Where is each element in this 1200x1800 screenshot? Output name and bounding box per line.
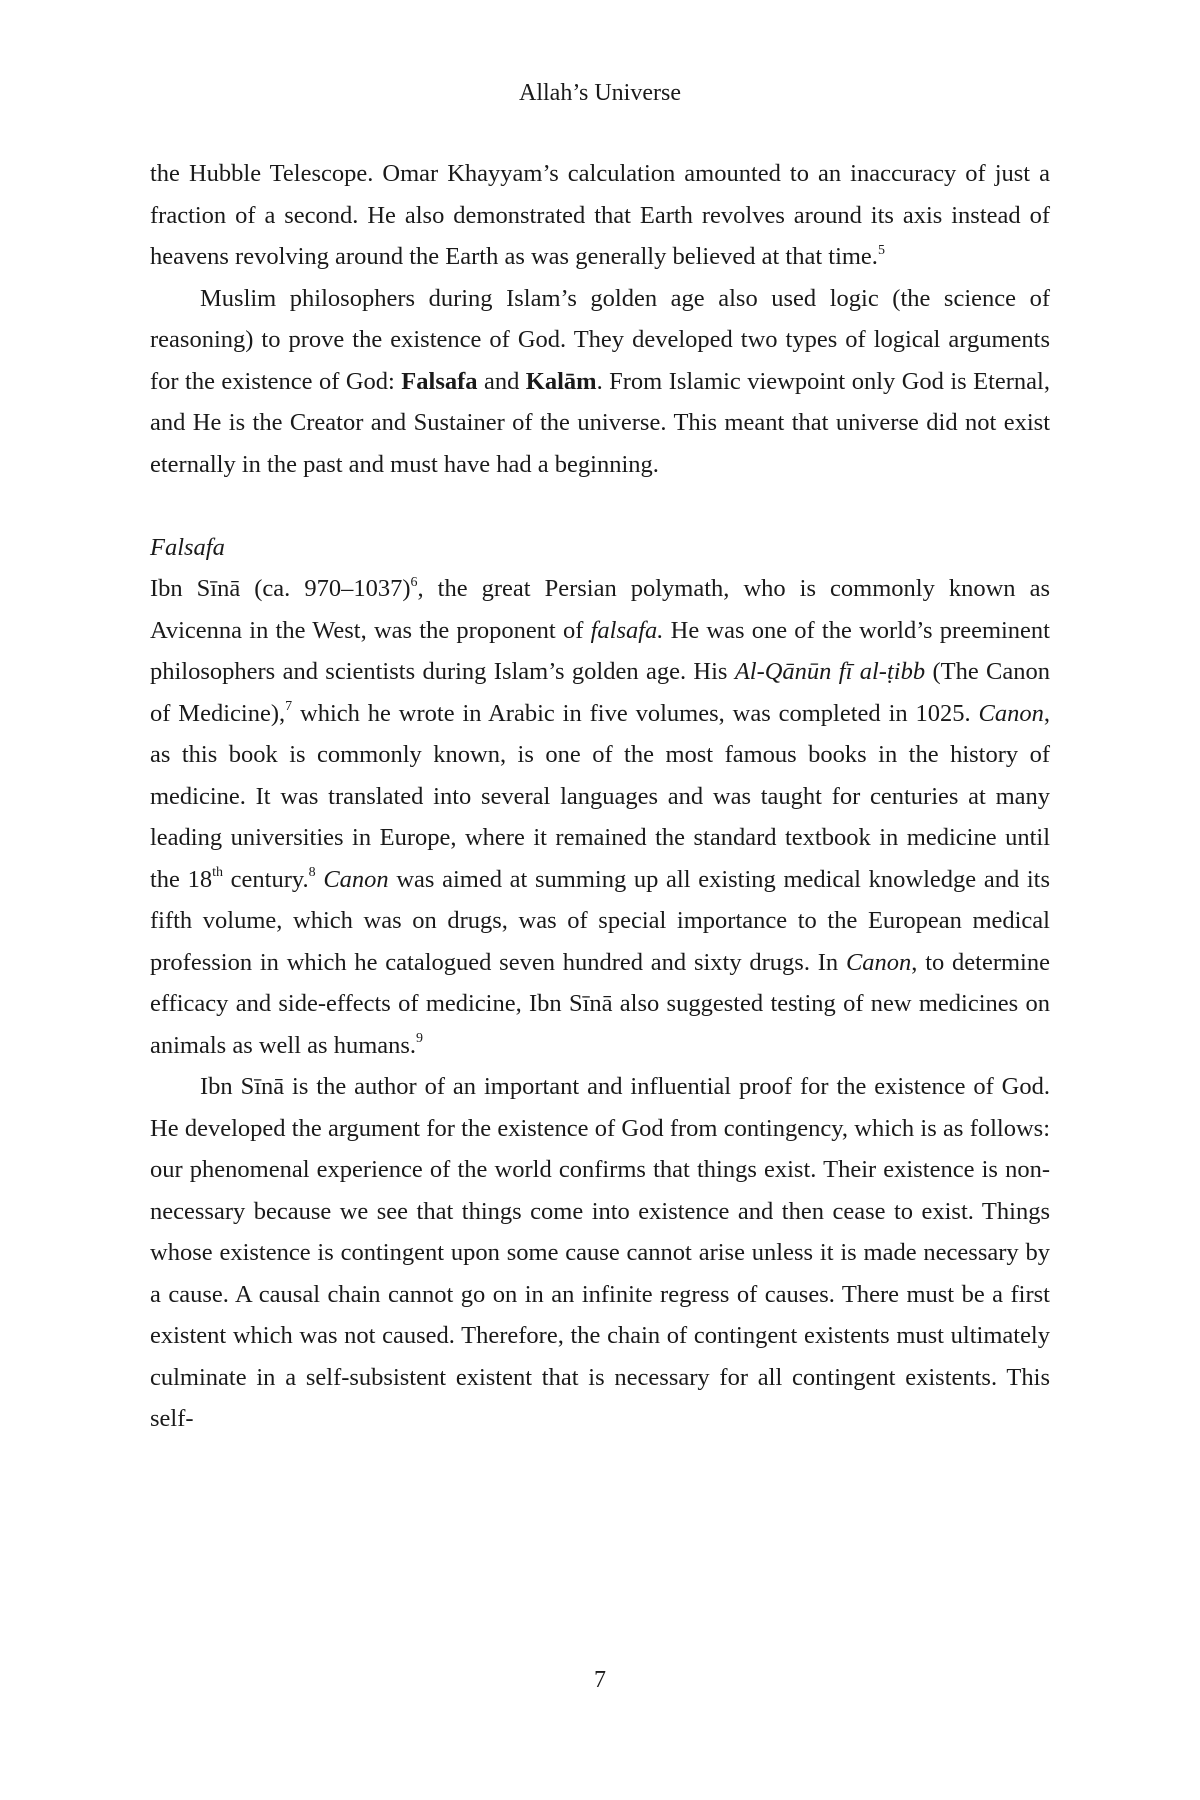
italic-canon-2: Canon (323, 865, 389, 893)
paragraph-2-text-c: . From Islamic viewpoint only God is Eternal, and He is the Creator and Sustainer of the universe. This meant that universe did not exist eternally in the past and must have had a beginning. (150, 367, 1050, 478)
paragraph-4: Ibn Sīnā is the author of an important and influential proof for the existence of God. He developed the argument for the existence of God from contingency, which is as follows: our phenomenal experience of the world confirms that things exist. Their existence is non-necessary because we see that things come into existence and then cease to exist. Things whose existence is contingent upon some cause cannot arise unless it is made necessary by a cause. A causal chain cannot go on in an infinite regress of causes. There must be a first existent which was not caused. Therefore, the chain of contingent existents must ultimately culminate in a self-subsistent existent that is necessary for all contingent existents. This self- (150, 1073, 1050, 1432)
body-text (150, 153, 1050, 1440)
italic-canon-3: Canon (845, 948, 912, 976)
paragraph-3-text-e: which he wrote in Arabic in five volumes, was completed in 1025. (292, 699, 979, 727)
paragraph-3-text-f: , as this book is commonly known, is one of the most famous books in the history of medicine. It was translated into several languages and was taught for centuries at many leading universities in Europe, where it remained the standard textbook in medicine until the 18 (150, 699, 1051, 893)
italic-book-title: Al-Qānūn fī al-ṭibb (734, 658, 926, 685)
paragraph-3-text-g: century. (223, 865, 309, 893)
paragraph-3-text-j: was aimed at summing up all existing medical knowledge and its fifth volume, which was on drugs, was of special importance to the European medical profession in which he catalogued seven hundred and sixty drugs. In (150, 865, 1051, 976)
running-head: Allah’s Universe (519, 80, 681, 106)
footnote-ref-6: 6 (410, 574, 418, 590)
page-number: 7 (594, 1667, 606, 1693)
term-kalam: Kalām (525, 367, 597, 395)
term-falsafa: Falsafa (401, 367, 478, 395)
paragraph-3-text-b: , the great Persian polymath, who is commonly known as Avicenna in the West, was the proponent of (150, 575, 1050, 644)
paragraph-2 (150, 278, 1050, 486)
paragraph-1-text: the Hubble Telescope. Omar Khayyam’s calculation amounted to an inaccuracy of just a fraction of a second. He also demonstrated that Earth revolves around its axis instead of heavens revolving around the Earth as was generally believed at that time. (150, 160, 1050, 270)
italic-canon-1: Canon (978, 699, 1044, 727)
footnote-ref-9: 9 (416, 1031, 424, 1047)
paragraph-1 (150, 153, 1050, 278)
paragraph-2-text-b: and (477, 367, 526, 395)
footnote-ref-5: 5 (877, 242, 885, 258)
footnote-ref-7: 7 (285, 699, 293, 715)
paragraph-3-text-c: He was one of the world’s preeminent philosophers and scientists during Islam’s golden age. His (150, 616, 1050, 685)
italic-falsafa: falsafa. (590, 616, 664, 644)
paragraph-3-text-a: Ibn Sīnā (ca. 970–1037) (150, 575, 411, 602)
section-heading: Falsafa (150, 533, 225, 561)
paragraph-3 (150, 568, 1050, 1066)
paragraph-2-text-a: Muslim philosophers during Islam’s golden age also used logic (the science of reasoning) to prove the existence of God. They developed two types of logical arguments for the existence of God: (150, 284, 1050, 395)
paragraph-3-text-d: (The Canon of Medicine), (150, 658, 1051, 727)
footnote-ref-8: 8 (308, 865, 316, 881)
paragraph-3-text-k: , to determine efficacy and side-effects of medicine, Ibn Sīnā also suggested testing of new medicines on animals as well as humans. (150, 948, 1050, 1059)
ordinal-superscript: th (212, 865, 223, 881)
